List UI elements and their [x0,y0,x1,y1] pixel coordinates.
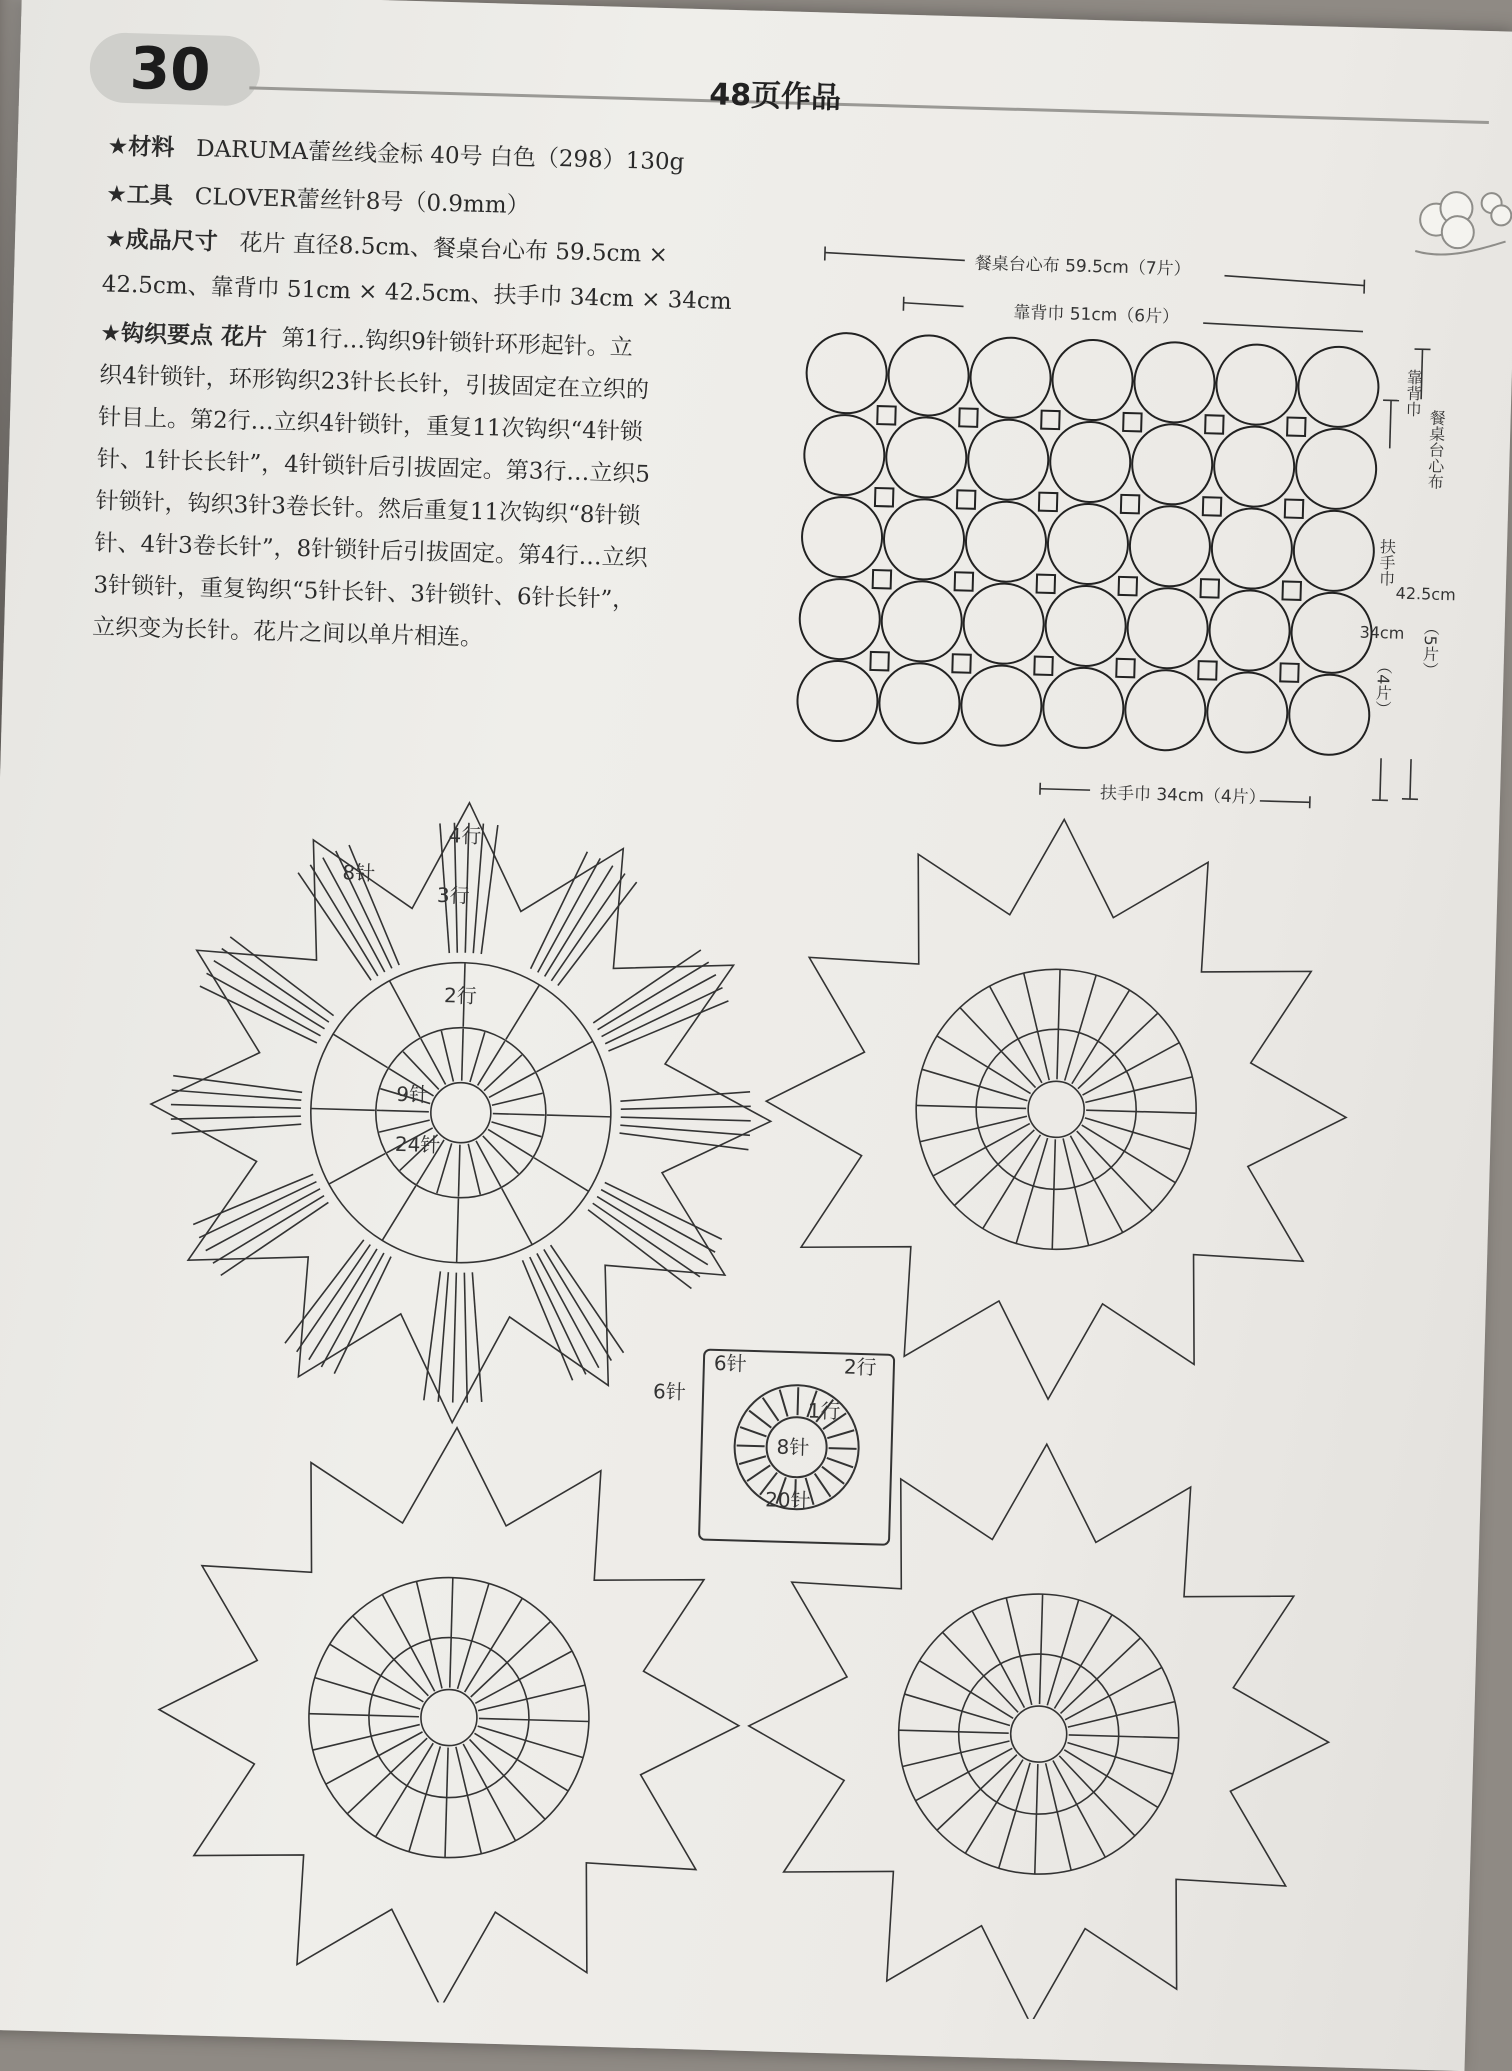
stitch [1057,969,1060,1079]
side-arm-label [1357,538,1407,717]
motif-circle [1049,421,1131,503]
motif-square [1034,657,1052,675]
stitch [547,1115,611,1117]
petal-outline [758,811,1354,1407]
stitch [377,1110,429,1111]
dim-back-label: 靠背巾 51cm（6片） [1013,303,1179,328]
motif-square [955,572,973,590]
stitch [533,1158,589,1192]
motif-circle [1288,674,1370,756]
stitch [461,1273,471,1403]
page-number: 30 [129,34,212,104]
motif-square [1123,413,1141,431]
motif-square [952,654,970,672]
svg-text:42.5cm: 42.5cm [1395,584,1456,605]
motif-circle [1215,344,1297,426]
stitch [221,1200,329,1279]
stitch [388,981,422,1037]
stitch [491,1122,542,1137]
petal-outline [741,1436,1337,2028]
motif-square [1198,661,1216,679]
motif-square [875,488,893,506]
stitch [171,1113,301,1123]
motif-square [1039,493,1057,511]
stitch [1043,1763,1074,1870]
motif-circle [1297,346,1379,428]
motif-square [1037,575,1055,593]
instructions-line: 针、1针长长针”，4针锁针后引拔固定。第3行…立织5 [96,438,797,500]
stitch [527,1257,589,1374]
stitch [1085,1074,1192,1105]
stitch [326,1729,423,1787]
stitch [478,1682,585,1713]
stitch [470,1032,485,1083]
stitch [465,1597,523,1694]
svg-text:（5片）: （5片） [1420,619,1441,678]
stitch [762,1398,779,1421]
ring-row1 [974,1027,1138,1191]
stitch [933,1121,1030,1179]
stitch [172,1090,302,1100]
motif-square [1041,411,1059,429]
stitch [1040,1594,1043,1704]
stitch [987,986,1045,1083]
motif-square [1203,497,1221,515]
stitch [965,1758,1023,1855]
motif-square [1280,663,1298,681]
stitch [1084,1118,1191,1149]
stitch [328,1644,425,1702]
motif-circle [1127,587,1209,669]
motif-circle [1293,510,1375,592]
stitch [453,1273,457,1403]
motif-square [1201,579,1219,597]
stitch [1069,1735,1179,1738]
motif-square [959,408,977,426]
motif-square [1287,418,1305,436]
stitch [457,1583,488,1690]
materials-line [107,127,685,176]
motif-circle [1124,669,1206,751]
motif-circle [878,662,960,744]
stitch [739,1455,766,1464]
stitch [311,1109,375,1111]
stitch [548,1245,627,1353]
stitch [484,1054,522,1092]
stitch [414,1581,445,1688]
motif-circle [881,580,963,662]
motif-circle [1211,507,1293,589]
motif-circle [1051,339,1133,421]
stitch [545,864,613,978]
stitch [1068,1699,1175,1730]
motif-circle [1295,428,1377,510]
stitch [438,1272,448,1402]
stitch [822,1467,845,1484]
motif-circle [969,337,1051,419]
motif-square [1282,581,1300,599]
motif-square [957,490,975,508]
label-center9: 9针 [396,1082,429,1107]
stitch [1063,1750,1160,1808]
stitch [492,1092,543,1107]
label-row4: 4行 [448,823,481,848]
stitch [1021,973,1052,1080]
stitch [814,1474,831,1497]
label-sq-1: 1行 [807,1398,840,1423]
stitch [212,961,326,1029]
stitch [983,1133,1041,1230]
instructions-line: 针锁针，钩织3针3卷长针。然后重复11次钩织“8针锁 [95,480,796,542]
stitch [467,1144,482,1195]
stitch [469,1272,486,1402]
motif-circle [967,419,1049,501]
size-line-1 [105,220,669,269]
ring-center [1027,1081,1085,1139]
stitch [332,1034,388,1068]
ring-row1 [373,1025,548,1200]
stitch [477,1726,584,1757]
motif-circle [887,334,969,416]
stitch [309,1714,419,1717]
stitch [620,1088,750,1105]
motif-circle [1206,671,1288,753]
petal-outline [151,1420,747,2016]
motif-circle [799,578,881,660]
stitch [493,1114,545,1115]
stitch [829,1448,857,1449]
header-rule [249,86,1489,124]
stitch [827,1430,854,1439]
stitch [920,1113,1027,1144]
stitch [1057,1756,1137,1836]
dim-table-label: 餐桌台心布 59.5cm（7片） [974,253,1190,280]
side-back-label [1403,369,1423,418]
stitch [479,1718,589,1721]
stitch [376,1742,434,1839]
stitch [500,1188,534,1244]
stitch [1060,1636,1140,1716]
stitch [827,1458,854,1467]
instructions-line: 3针锁针，重复钩织“5针长针、3针锁针、6针长针”， [93,564,794,626]
stitch [458,1145,459,1197]
motif-circle [801,496,883,578]
stitch [1016,1137,1047,1244]
stitch [450,1578,453,1688]
label-sq-20: 20针 [765,1487,811,1512]
stitch [478,1040,505,1086]
motif-circle [796,660,878,742]
size-value-2: 42.5cm、靠背巾 51cm × 42.5cm、扶手巾 34cm × 34cm [101,271,732,315]
stitch [747,1465,770,1482]
stitch [749,1411,772,1428]
stitch [473,1733,570,1791]
stitch [487,1129,533,1156]
stitch [313,1722,420,1753]
stitch [620,1125,750,1135]
motif-circle [965,501,1047,583]
stitch [1003,1598,1034,1705]
clover-icon [1395,178,1512,271]
ring-row1 [367,1635,531,1799]
stitch [440,1031,455,1082]
stitch [453,1747,484,1854]
size-line-2 [101,265,732,316]
stitch [1060,1138,1091,1245]
motif-circle [1208,589,1290,671]
tools-value: CLOVER蕾丝针8号（0.9mm） [194,184,529,219]
label-st24: 24针 [395,1132,441,1157]
instructions-line: 针目上。第2行…立织4针锁针，重复11次钩织“4针锁 [98,396,799,458]
stitch [329,1152,385,1186]
ring-center [420,1689,478,1747]
motif-circle [806,332,888,414]
materials-value: DARUMA蕾丝线金标 40号 白色（298）130g [196,136,685,176]
stitch [1065,1665,1162,1723]
stitch [586,1210,694,1289]
ring-center [1010,1705,1068,1763]
motif-circle [1131,423,1213,505]
stitch [904,1694,1011,1725]
label-sq-6a: 6针 [714,1351,747,1376]
stitch [171,1105,301,1109]
page-title: 48页作品 [709,69,842,117]
motif-circle [885,416,967,498]
motif-circle [960,665,1042,747]
svg-text:34cm: 34cm [1359,623,1404,643]
motif-square [870,652,888,670]
stitch [999,1762,1030,1869]
stitch [621,1117,751,1121]
ring-row2 [305,1574,593,1862]
motif-circle [1129,505,1211,587]
stitch [605,984,722,1046]
stitch [475,1141,502,1187]
stitch [506,984,540,1040]
stitch [1054,1613,1112,1710]
svg-text:餐桌台心布: 餐桌台心布 [1425,409,1446,490]
crochet-chart [116,764,1380,2028]
label-sq-6b: 6针 [653,1379,686,1404]
stitch [1068,1136,1126,1233]
stitch [1078,1011,1158,1091]
svg-text:靠背巾: 靠背巾 [1403,369,1423,418]
stitch [779,1390,788,1417]
tools-label: ★工具 [106,181,173,209]
stitch [409,1746,440,1853]
stitch [1065,974,1096,1081]
motif-square [1116,659,1134,677]
instructions-line: 针、4针3卷长针”，8针锁针后引拔固定。第4行…立织 [94,522,795,584]
stitch [1080,1125,1177,1183]
stitch [958,1008,1038,1088]
instructions-line: 织4针锁针，环形钩织23针长长针，引拔固定在立织的 [99,354,800,416]
stitch [740,1427,767,1436]
stitch [1083,1040,1180,1098]
motif-circle [1045,585,1127,667]
stitch [608,998,728,1055]
tools-line [106,175,530,220]
stitch [935,1036,1032,1094]
stitch [903,1738,1010,1769]
stitch [471,1619,551,1699]
stitch [937,1753,1017,1833]
size-label: ★成品尺寸 [105,226,218,255]
motif-square [1285,499,1303,517]
stitch [228,937,336,1016]
label-row3: 3行 [437,883,470,908]
motif-circle [1047,503,1129,585]
ring-row2 [895,1590,1183,1878]
label-row2: 2行 [444,983,477,1008]
motif-circle [803,414,885,496]
stitch [462,1029,463,1081]
instructions-line-1: ★钩织要点 花片 第1行…钩织9针锁针环形起针。立 [100,312,801,374]
ring-row2 [912,965,1200,1253]
layout-diagram [790,242,1495,821]
stitch [558,880,637,988]
stitch [457,1199,459,1263]
stitch [899,1730,1009,1733]
stitch [1072,989,1130,1086]
stitch [1052,1139,1055,1249]
stitch [916,1105,1026,1108]
motif-circle [1133,341,1215,423]
label-sq-8: 8针 [776,1435,809,1460]
motif-circle [1042,667,1124,749]
stitch [954,1128,1034,1208]
stitch [1035,1764,1038,1874]
dim-arm-label: 扶手巾 34cm（4片） [1100,783,1266,808]
motif-square [877,406,895,424]
stitch [420,1039,447,1085]
svg-text:扶手巾: 扶手巾 [1376,538,1396,587]
stitch [536,1040,592,1074]
stitch [347,1736,427,1816]
stitch [921,1069,1028,1100]
stitch [1050,1760,1108,1857]
motif-circle [963,583,1045,665]
label-ch8: 8针 [342,860,375,885]
stitch [285,1238,364,1346]
motif-square [873,570,891,588]
motif-circle [1213,425,1295,507]
ring-row1 [956,1652,1120,1816]
stitch [467,1739,547,1819]
stitch [314,1678,421,1709]
instructions-label: ★钩织要点 花片 [100,320,267,351]
stitch [969,1611,1027,1708]
stitch [916,1746,1013,1804]
stitch [737,1446,765,1447]
label-sq-2: 2行 [844,1354,877,1379]
motif-circle [883,498,965,580]
stitch [309,1247,377,1361]
stitch [1086,1110,1196,1113]
stitch [193,1171,313,1228]
size-value-1: 花片 直径8.5cm、餐桌台心布 59.5cm × [239,230,668,268]
motif-square [1205,415,1223,433]
stitch [940,1632,1020,1712]
stitch [1067,1743,1174,1774]
stitch [482,1136,520,1174]
stitch [1075,1131,1155,1211]
svg-text:（4片）: （4片） [1373,658,1394,717]
motif-square [1121,495,1139,513]
stitch [461,1744,519,1841]
stitch [295,873,374,981]
stitch [519,1260,576,1380]
instructions-line: 立织变为长针。花片之间以单片相连。 [92,606,793,668]
instructions-block [92,312,801,667]
page-number-badge [89,32,261,107]
stitch [351,1616,431,1696]
materials-label: ★材料 [107,133,174,161]
stitch [445,1748,448,1858]
stitch [593,947,701,1026]
stitch [489,1071,535,1098]
stitch [199,1178,316,1240]
stitch [798,1387,799,1415]
stitch [172,1121,302,1138]
stitch [621,1103,751,1113]
stitch [595,1197,709,1265]
stitch [918,1661,1015,1719]
stitch [475,1648,572,1706]
stitch [1047,1599,1078,1706]
motif-square [1119,577,1137,595]
stitch [382,1185,416,1241]
stitch [380,1594,438,1691]
